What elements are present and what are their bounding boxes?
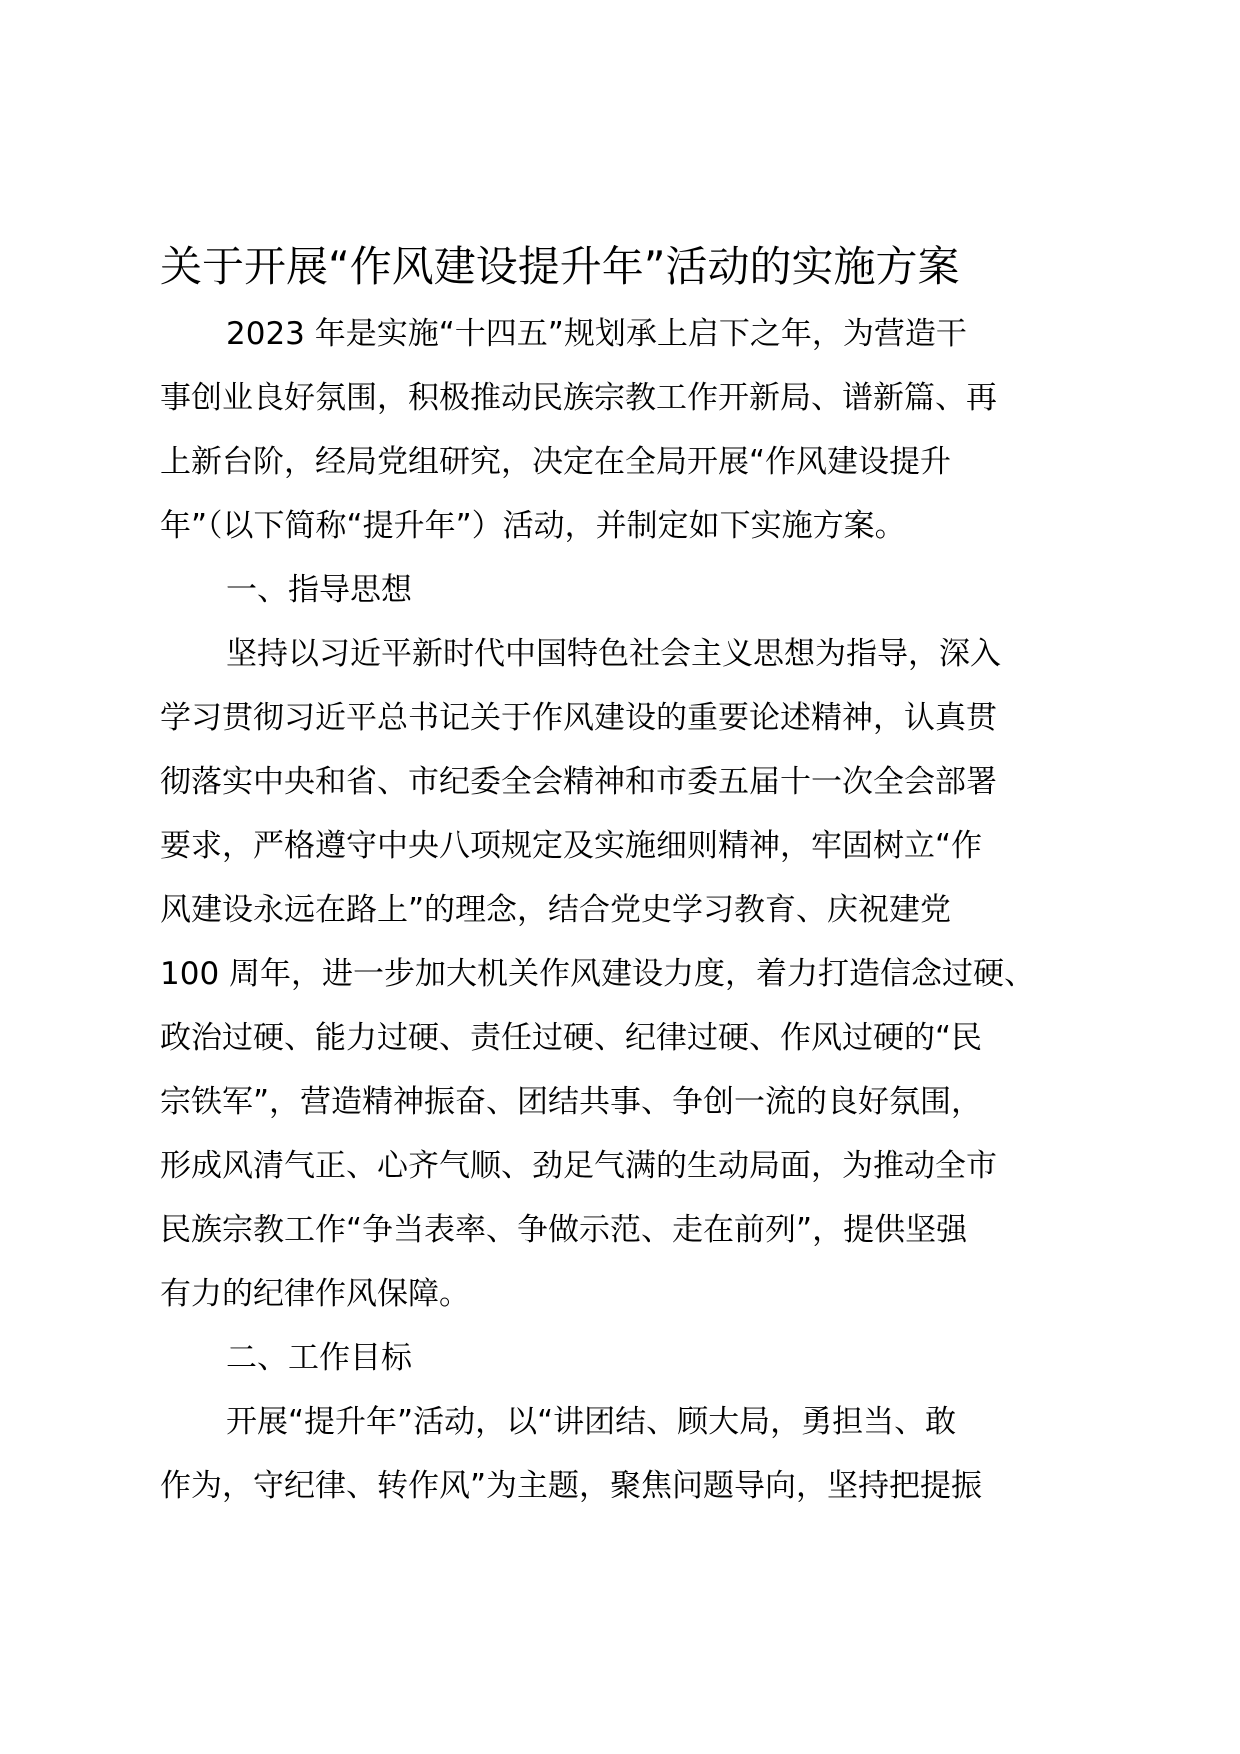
section-heading: 二、工作目标 <box>226 1340 412 1376</box>
paragraph-line: 宗铁军”，营造精神振奋、团结共事、争创一流的良好氛围， <box>160 1084 983 1120</box>
paragraph-line: 学习贯彻习近平总书记关于作风建设的重要论述精神，认真贯 <box>160 700 997 736</box>
paragraph-line: 上新台阶，经局党组研究，决定在全局开展“作风建设提升 <box>160 444 952 480</box>
paragraph-line: 年”（以下简称“提升年”）活动，并制定如下实施方案。 <box>160 508 906 544</box>
paragraph-line: 风建设永远在路上”的理念，结合党史学习教育、庆祝建党 <box>160 892 952 928</box>
paragraph-line: 坚持以习近平新时代中国特色社会主义思想为指导，深入 <box>226 636 1001 672</box>
section-heading: 一、指导思想 <box>226 572 412 608</box>
paragraph-line: 有力的纪律作风保障。 <box>160 1276 470 1312</box>
paragraph-line: 100 周年，进一步加大机关作风建设力度，着力打造信念过硬、 <box>160 956 1036 992</box>
paragraph-line: 民族宗教工作“争当表率、争做示范、走在前列”，提供坚强 <box>160 1212 968 1248</box>
paragraph-line: 要求，严格遵守中央八项规定及实施细则精神，牢固树立“作 <box>160 828 983 864</box>
paragraph-line: 作为，守纪律、转作风”为主题，聚焦问题导向，坚持把提振 <box>160 1468 983 1504</box>
document-title: 关于开展“作风建设提升年”活动的实施方案 <box>160 242 960 291</box>
paragraph-line: 政治过硬、能力过硬、责任过硬、纪律过硬、作风过硬的“民 <box>160 1020 983 1056</box>
paragraph-line: 开展“提升年”活动，以“讲团结、顾大局，勇担当、敢 <box>226 1404 957 1440</box>
paragraph-line: 事创业良好氛围，积极推动民族宗教工作开新局、谱新篇、再 <box>160 380 997 416</box>
paragraph-line: 2023 年是实施“十四五”规划承上启下之年，为营造干 <box>226 316 967 352</box>
paragraph-line: 形成风清气正、心齐气顺、劲足气满的生动局面，为推动全市 <box>160 1148 997 1184</box>
paragraph-line: 彻落实中央和省、市纪委全会精神和市委五届十一次全会部署 <box>160 764 997 800</box>
